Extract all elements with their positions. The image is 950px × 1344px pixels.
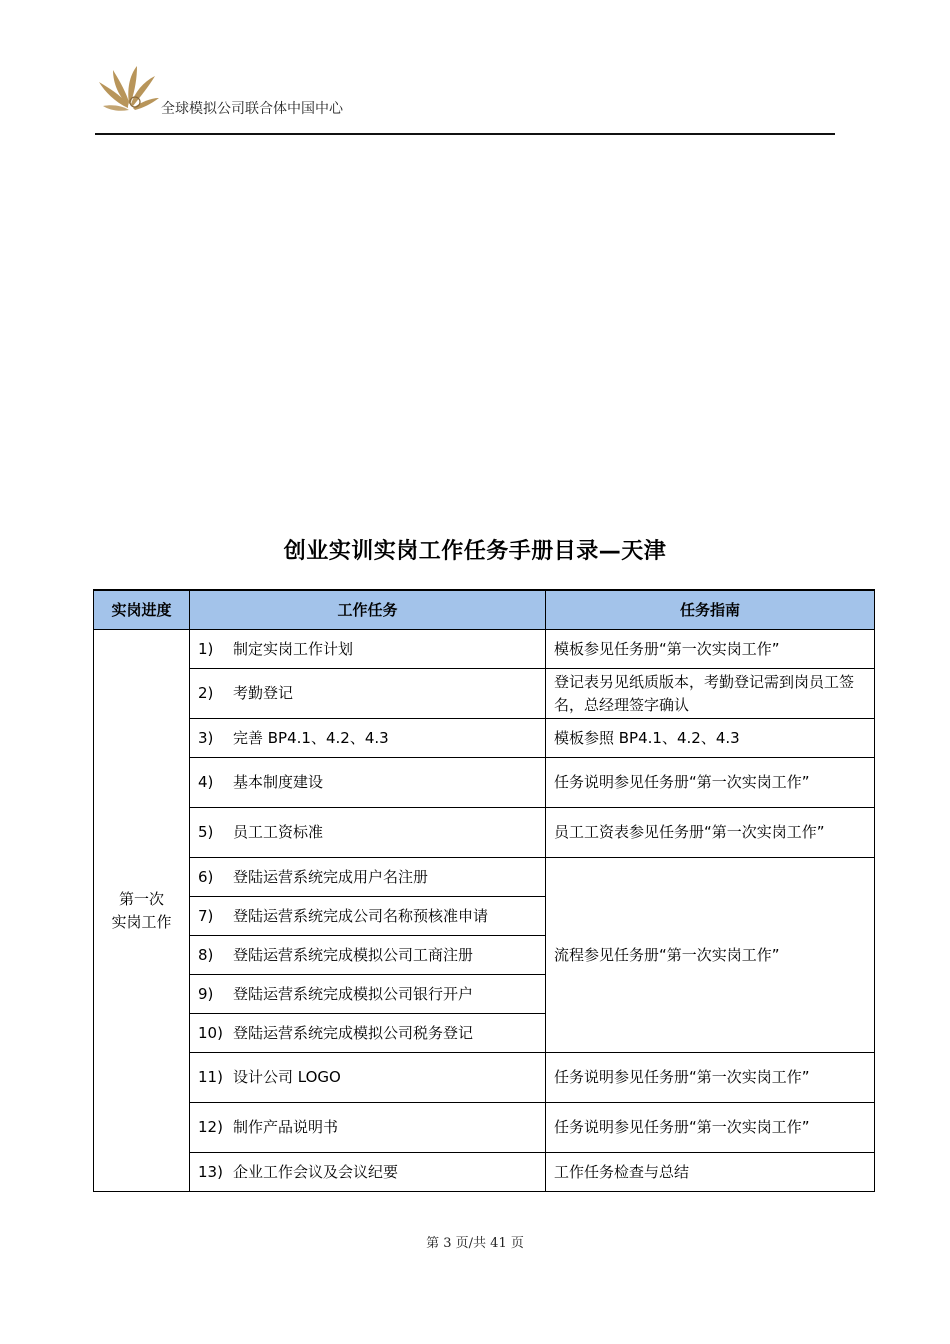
column-header-progress: 实岗进度	[94, 590, 190, 630]
guide-cell: 流程参见任务册“第一次实岗工作”	[546, 858, 875, 1053]
document-title: 创业实训实岗工作任务手册目录—天津	[283, 539, 667, 564]
task-cell	[190, 1153, 546, 1192]
phase-cell	[94, 630, 190, 1192]
phase-line-2: 实岗工作	[111, 912, 172, 931]
guide-cell: 工作任务检查与总结	[546, 1153, 875, 1192]
org-name: 全球模拟公司联合体中国中心	[161, 101, 343, 117]
task-cell	[190, 858, 546, 897]
table-row	[94, 669, 875, 719]
task-number: 10)	[198, 1023, 223, 1042]
task-number: 5)	[198, 823, 214, 841]
task-cell	[190, 719, 546, 758]
table-row	[94, 1053, 875, 1103]
column-header-guide: 任务指南	[546, 590, 875, 630]
table-row	[94, 1103, 875, 1153]
task-text: 登陆运营系统完成模拟公司工商注册	[233, 945, 474, 964]
table-row	[94, 758, 875, 808]
task-text: 制作产品说明书	[233, 1118, 339, 1136]
task-text: 考勤登记	[233, 684, 294, 702]
task-cell	[190, 630, 546, 669]
task-number: 1)	[198, 639, 214, 658]
table-row	[94, 1153, 875, 1192]
task-number: 12)	[198, 1118, 223, 1136]
task-text: 登陆运营系统完成模拟公司税务登记	[233, 1023, 474, 1042]
guide-cell: 任务说明参见任务册“第一次实岗工作”	[546, 1103, 875, 1153]
page-header	[95, 62, 835, 134]
guide-cell: 员工工资表参见任务册“第一次实岗工作”	[546, 808, 875, 858]
column-header-task: 工作任务	[190, 590, 546, 630]
task-number: 7)	[198, 906, 214, 925]
lotus-logo-icon	[95, 62, 161, 114]
task-text: 制定实岗工作计划	[233, 639, 354, 658]
task-text: 登陆运营系统完成模拟公司银行开户	[233, 984, 474, 1003]
table-header-row	[94, 590, 875, 630]
task-cell	[190, 975, 546, 1014]
task-text: 基本制度建设	[233, 773, 324, 791]
table-row	[94, 858, 875, 897]
task-number: 13)	[198, 1162, 223, 1181]
task-number: 11)	[198, 1068, 223, 1086]
page-footer: 第 3 页/共 41 页	[426, 1236, 524, 1251]
guide-cell: 模板参照 BP4.1、4.2、4.3	[546, 719, 875, 758]
task-number: 6)	[198, 867, 214, 886]
phase-line-1: 第一次	[118, 889, 164, 908]
task-text: 员工工资标准	[233, 823, 324, 841]
task-cell	[190, 758, 546, 808]
task-text: 完善 BP4.1、4.2、4.3	[233, 728, 389, 747]
task-number: 3)	[198, 728, 214, 747]
guide-cell: 模板参见任务册“第一次实岗工作”	[546, 630, 875, 669]
table-row	[94, 630, 875, 669]
guide-cell: 任务说明参见任务册“第一次实岗工作”	[546, 758, 875, 808]
task-cell	[190, 897, 546, 936]
task-cell	[190, 669, 546, 719]
table-row	[94, 719, 875, 758]
task-cell	[190, 1053, 546, 1103]
header-divider	[95, 133, 835, 135]
task-text: 登陆运营系统完成用户名注册	[233, 867, 429, 886]
task-table	[93, 589, 875, 1192]
task-number: 9)	[198, 984, 214, 1003]
task-text: 企业工作会议及会议纪要	[233, 1162, 399, 1181]
task-cell	[190, 1103, 546, 1153]
task-number: 4)	[198, 773, 214, 791]
task-cell	[190, 1014, 546, 1053]
guide-cell: 任务说明参见任务册“第一次实岗工作”	[546, 1053, 875, 1103]
guide-cell: 登记表另见纸质版本，考勤登记需到岗员工签名，总经理签字确认	[546, 669, 875, 719]
task-cell	[190, 808, 546, 858]
task-text: 登陆运营系统完成公司名称预核准申请	[233, 906, 489, 925]
task-text: 设计公司 LOGO	[233, 1068, 341, 1086]
table-row	[94, 808, 875, 858]
task-number: 2)	[198, 684, 214, 702]
task-cell	[190, 936, 546, 975]
task-number: 8)	[198, 945, 214, 964]
